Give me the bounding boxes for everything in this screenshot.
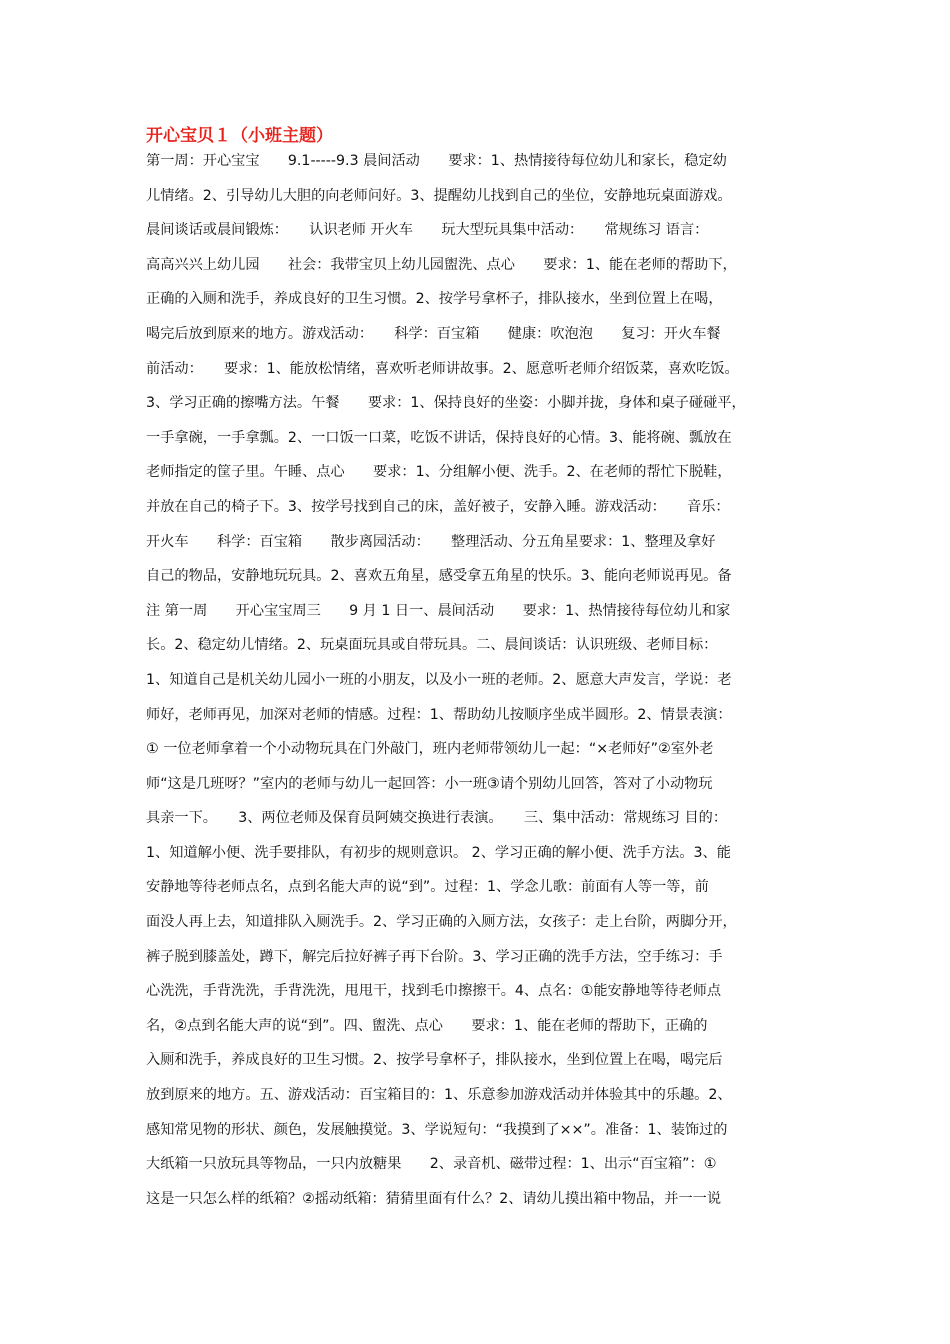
document-title: 开心宝贝１（小班主题）	[146, 126, 333, 146]
body-line: 自己的物品，安静地玩玩具。2、喜欢五角星，感受拿五角星的快乐。3、能向老师说再见。备	[146, 568, 732, 585]
body-line: 1、知道自己是机关幼儿园小一班的小朋友，以及小一班的老师。2、愿意大声发言，学说：老	[146, 671, 732, 688]
document-body	[146, 150, 826, 1222]
body-line: 高高兴兴上幼儿园 社会：我带宝贝上幼儿园盥洗、点心 要求：1、能在老师的帮助下，	[146, 256, 737, 273]
body-line: 老师指定的筐子里。午睡、点心 要求：1、分组解小便、洗手。2、在老师的帮忙下脱鞋，	[146, 464, 732, 481]
body-line: 晨间谈话或晨间锻炼： 认识老师 开火车 玩大型玩具集中活动： 常规练习 语言：	[146, 222, 709, 239]
body-line: 感知常见物的形状、颜色，发展触摸觉。3、学说短句：“我摸到了××”。准备：1、装饰过的	[146, 1121, 728, 1138]
body-line: 心洗洗，手背洗洗，手背洗洗，甩甩干，找到毛巾擦擦干。4、点名：①能安静地等待老师点	[146, 983, 722, 1000]
body-line: 安静地等待老师点名，点到名能大声的说“到”。过程：1、学念儿歌：前面有人等一等，前	[146, 879, 709, 896]
body-line: 第一周：开心宝宝 9.1-----9.3 晨间活动 要求：1、热情接待每位幼儿和家长，稳定幼	[146, 153, 727, 169]
body-line: 儿情绪。2、引导幼儿大胆的向老师问好。3、提醒幼儿找到自己的坐位，安静地玩桌面游戏。	[146, 187, 732, 204]
body-line: 这是一只怎么样的纸箱？②摇动纸箱：猜猜里面有什么？2、请幼儿摸出箱中物品，并一一说	[146, 1190, 722, 1207]
body-line: 开火车 科学：百宝箱 散步离园活动： 整理活动、分五角星要求：1、整理及拿好	[146, 533, 716, 550]
body-line: 一手拿碗，一手拿瓢。2、一口饭一口菜，吃饭不讲话，保持良好的心情。3、能将碗、瓢放在	[146, 429, 732, 446]
body-line: 裤子脱到膝盖处，蹲下，解完后拉好裤子再下台阶。3、学习正确的洗手方法，空手练习：手	[146, 948, 723, 965]
body-line: 长。2、稳定幼儿情绪。2、玩桌面玩具或自带玩具。二、晨间谈话：认识班级、老师目标：	[146, 637, 718, 654]
body-line: 面没人再上去，知道排队入厕洗手。2、学习正确的入厕方法，女孩子：走上台阶，两脚分开，	[146, 914, 737, 931]
body-line: 正确的入厕和洗手，养成良好的卫生习惯。2、按学号拿杯子，排队接水，坐到位置上在喝，	[146, 291, 723, 308]
body-line: ① 一位老师拿着一个小动物玩具在门外敲门，班内老师带领幼儿一起：“×老师好”②室外老	[146, 741, 714, 758]
body-line: 名，②点到名能大声的说“到”。四、盥洗、点心 要求：1、能在老师的帮助下，正确的	[146, 1017, 708, 1034]
body-line: 并放在自己的椅子下。3、按学号找到自己的床，盖好被子，安静入睡。游戏活动： 音乐：	[146, 498, 730, 515]
body-line: 具亲一下。 3、两位老师及保育员阿姨交换进行表演。 三、集中活动：常规练习 目的：	[146, 810, 728, 827]
body-line: 师好，老师再见，加深对老师的情感。过程：1、帮助幼儿按顺序坐成半圆形。2、情景表演：	[146, 706, 732, 723]
body-line: 1、知道解小便、洗手要排队，有初步的规则意识。 2、学习正确的解小便、洗手方法。3、能	[146, 844, 731, 861]
body-line: 喝完后放到原来的地方。游戏活动： 科学：百宝箱 健康：吹泡泡 复习：开火车餐	[146, 325, 721, 342]
body-line: 放到原来的地方。五、游戏活动：百宝箱目的：1、乐意参加游戏活动并体验其中的乐趣。2、	[146, 1087, 732, 1104]
body-line: 大纸箱一只放玩具等物品，一只内放糖果 2、录音机、磁带过程：1、出示“百宝箱”：①	[146, 1156, 717, 1173]
body-line: 前活动： 要求：1、能放松情绪，喜欢听老师讲故事。2、愿意听老师介绍饭菜，喜欢吃饭。	[146, 360, 739, 377]
body-line: 师“这是几班呀？”室内的老师与幼儿一起回答：小一班③请个别幼儿回答，答对了小动物玩	[146, 775, 713, 792]
body-line: 3、学习正确的擦嘴方法。午餐 要求：1、保持良好的坐姿：小脚并拢，身体和桌子碰碰平，	[146, 395, 746, 412]
body-line: 注 第一周 开心宝宝周三 9 月 1 日一、晨间活动 要求：1、热情接待每位幼儿和家	[146, 602, 731, 619]
body-line: 入厕和洗手，养成良好的卫生习惯。2、按学号拿杯子，排队接水，坐到位置上在喝，喝完后	[146, 1052, 723, 1069]
